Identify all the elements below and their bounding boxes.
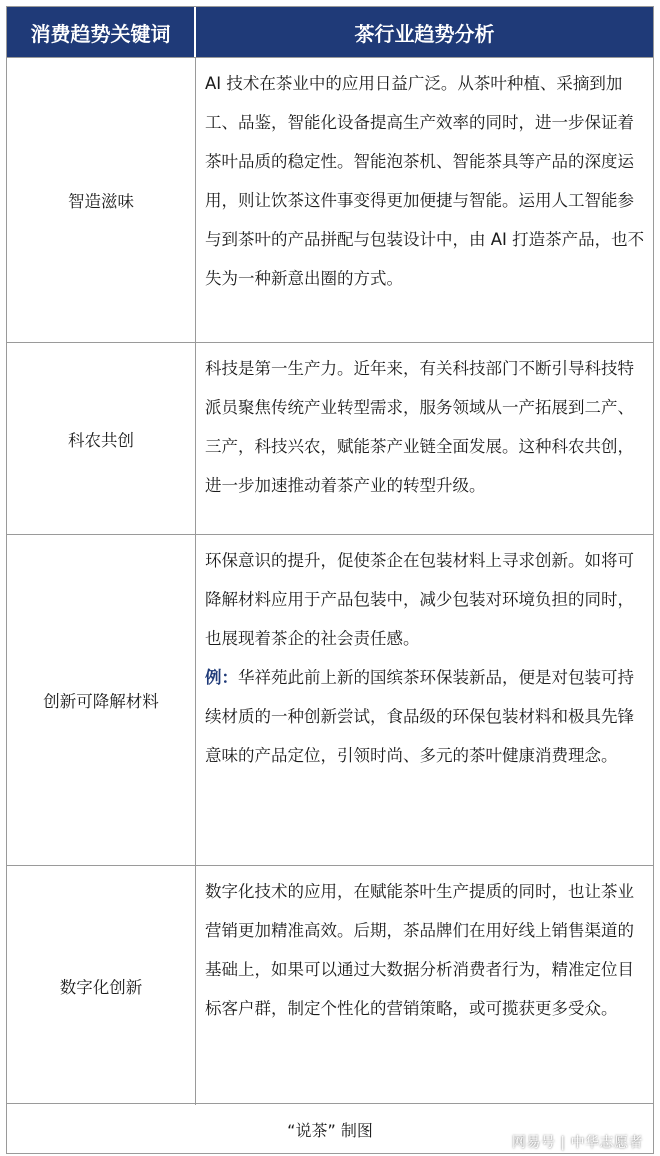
analysis-paragraph: 环保意识的提升，促使茶企在包装材料上寻求创新。如将可降解材料应用于产品包装中，减少包装对环境负担的同时，也展现着茶企的社会责任感。 — [205, 551, 634, 648]
row-keyword: 智造滋味 — [7, 58, 196, 342]
row-keyword: 科农共创 — [7, 343, 196, 534]
table-footer — [7, 1103, 653, 1153]
row-analysis — [195, 535, 653, 865]
row-keyword: 创新可降解材料 — [7, 535, 196, 865]
table-header — [7, 7, 653, 57]
row-analysis — [195, 866, 653, 1105]
example-label: 例： — [205, 668, 238, 687]
example-paragraph — [205, 658, 645, 775]
analysis-paragraph: AI 技术在茶业中的应用日益广泛。从茶叶种植、采摘到加工、品鉴，智能化设备提高生产效率的同时，进一步保证着茶叶品质的稳定性。智能泡茶机、智能茶具等产品的深度运用，则让饮茶这件事变得更加便捷与智能。运用人工智能参与到茶叶的产品拼配与包装设计中，由 AI 打造茶产品，也不失为一种新意出圈的方式。 — [205, 74, 645, 288]
analysis-paragraph: 数字化技术的应用，在赋能茶叶生产提质的同时，也让茶业营销更加精准高效。后期，茶品牌们在用好线上销售渠道的基础上，如果可以通过大数据分析消费者行为，精准定位目标客户群，制定个性化的营销策略，或可揽获更多受众。 — [205, 882, 634, 1018]
table-row — [7, 534, 653, 865]
row-analysis — [195, 58, 653, 342]
table-row — [7, 57, 653, 342]
source-caption: “说茶” 制图 — [287, 1121, 373, 1140]
watermark: 网易号 | 中华志愿者 — [511, 1135, 643, 1151]
row-keyword: 数字化创新 — [7, 866, 196, 1105]
header-analysis: 茶行业趋势分析 — [354, 21, 495, 46]
table-row — [7, 865, 653, 1105]
analysis-paragraph: 科技是第一生产力。近年来，有关科技部门不断引导科技特派员聚焦传统产业转型需求，服务领域从一产拓展到二产、三产，科技兴农，赋能茶产业链全面发展。这种科农共创，进一步加速推动着茶产业的转型升级。 — [205, 359, 634, 495]
row-analysis — [195, 343, 653, 534]
header-keyword: 消费趋势关键词 — [30, 21, 171, 46]
table-row — [7, 342, 653, 534]
example-text: 华祥苑此前上新的国缤茶环保装新品，便是对包装可持续材质的一种创新尝试，食品级的环保包装材料和极具先锋意味的产品定位，引领时尚、多元的茶叶健康消费理念。 — [205, 668, 634, 765]
trend-table — [6, 6, 654, 1154]
